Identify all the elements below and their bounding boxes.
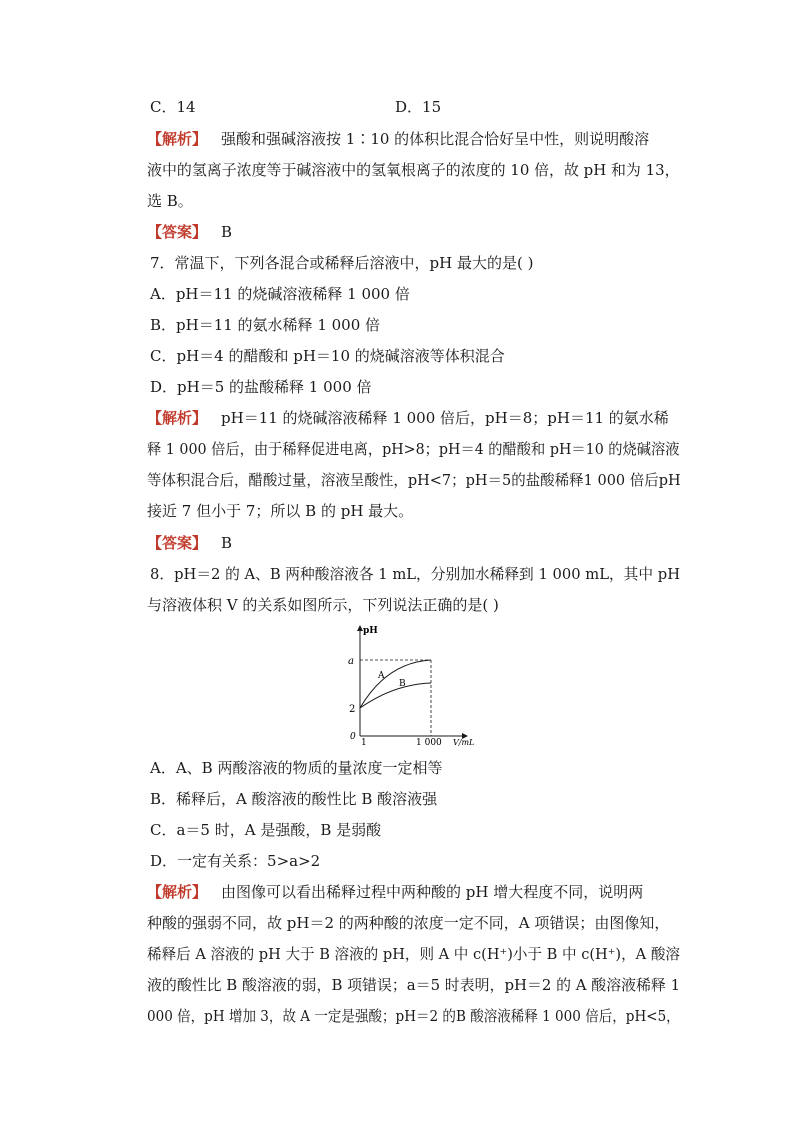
- answer-tag: 【答案】: [147, 534, 208, 552]
- q8-stem-line-2: [147, 595, 499, 615]
- q6-analysis-text-2: 液中的氢离子浓度等于碱溶液中的氢氧根离子的浓度的 10 倍，故 pH 和为 13，: [147, 161, 680, 179]
- q6-option-d: [395, 97, 441, 117]
- analysis-tag: 【解析】: [147, 130, 208, 148]
- ph-volume-chart: [340, 622, 480, 747]
- q7-option-c-text: C．pH＝4 的醋酸和 pH＝10 的烧碱溶液等体积混合: [150, 347, 505, 365]
- q8-analysis-line-2: [147, 913, 669, 933]
- q7-analysis-text-2: 释 1 000 倍后，由于稀释促进电离，pH>8；pH＝4 的醋酸和 pH＝10 的烧碱溶液: [147, 440, 680, 458]
- q8-option-a-text: A．A、B 两酸溶液的物质的量浓度一定相等: [150, 759, 443, 777]
- q8-analysis-line-3: [147, 944, 680, 964]
- q8-analysis-line-5: [147, 1006, 680, 1026]
- q7-answer-line: [147, 533, 232, 553]
- q7-analysis-line-4: [147, 501, 413, 521]
- analysis-tag: 【解析】: [147, 883, 208, 901]
- series-a-label: A: [378, 671, 385, 681]
- series-b-label: B: [399, 679, 406, 689]
- q7-option-d-text: D．pH＝5 的盐酸稀释 1 000 倍: [150, 378, 372, 396]
- q8-analysis-text-3: 稀释后 A 溶液的 pH 大于 B 溶液的 pH，则 A 中 c(H⁺)小于 B 中 c(H⁺)，A 酸溶: [147, 945, 680, 963]
- q6-analysis-text-1: 强酸和强碱溶液按 1∶10 的体积比混合恰好呈中性，则说明酸溶: [221, 130, 650, 148]
- q7-option-b: [150, 315, 380, 335]
- q8-option-a: [150, 758, 442, 778]
- q7-analysis-text-4: 接近 7 但小于 7；所以 B 的 pH 最大。: [147, 502, 414, 520]
- q7-analysis-line-2: [147, 439, 680, 459]
- q6-option-c: [150, 97, 196, 117]
- y-axis-label: pH: [363, 626, 378, 636]
- q8-analysis-text-4: 液的酸性比 B 酸溶液的弱，B 项错误；a＝5 时表明，pH＝2 的 A 酸溶液稀释 1: [147, 976, 681, 994]
- q6-option-d-text: D．15: [395, 98, 442, 116]
- q7-option-a: [150, 284, 410, 304]
- q8-analysis-text-2: 种酸的强弱不同，故 pH＝2 的两种酸的浓度一定不同，A 项错误；由图像知，: [147, 914, 670, 932]
- q8-option-b: [150, 789, 437, 809]
- x-tick-label-1: 1: [361, 738, 367, 747]
- q7-stem: [150, 253, 533, 273]
- q7-option-c: [150, 346, 505, 366]
- q6-option-c-text: C．14: [150, 98, 196, 116]
- series-b-curve: [360, 683, 431, 708]
- q8-stem-text-2: 与溶液体积 V 的关系如图所示，下列说法正确的是( ): [147, 596, 499, 614]
- x-tick-label-1000: 1 000: [416, 738, 442, 747]
- q8-option-c-text: C．a＝5 时，A 是强酸，B 是弱酸: [150, 821, 382, 839]
- q8-stem-text-1: 8．pH＝2 的 A、B 两种酸溶液各 1 mL，分别加水稀释到 1 000 mL，其中 pH: [150, 565, 681, 583]
- q6-analysis-line-2: [147, 160, 680, 180]
- q6-answer-line: [147, 222, 232, 242]
- q6-analysis-line-3: [147, 191, 193, 211]
- q7-analysis-text-1: pH＝11 的烧碱溶液稀释 1 000 倍后，pH＝8；pH＝11 的氨水稀: [221, 409, 669, 427]
- q7-analysis-line-3: [147, 470, 681, 490]
- y-tick-label-a: a: [348, 656, 354, 667]
- q7-option-d: [150, 377, 372, 397]
- y-tick-label-2: 2: [349, 704, 356, 715]
- origin-label: 0: [350, 732, 356, 742]
- x-axis-label: V/mL: [453, 738, 475, 747]
- q6-analysis-line-1: [147, 129, 649, 149]
- q7-option-a-text: A．pH＝11 的烧碱溶液稀释 1 000 倍: [150, 285, 410, 303]
- q8-analysis-text-1: 由图像可以看出稀释过程中两种酸的 pH 增大程度不同，说明两: [221, 883, 644, 901]
- q8-stem-line-1: [150, 564, 680, 584]
- answer-tag: 【答案】: [147, 223, 208, 241]
- q7-answer-value: B: [221, 534, 233, 552]
- q6-analysis-text-3: 选 B。: [147, 192, 193, 210]
- q8-analysis-line-4: [147, 975, 680, 995]
- q7-stem-text: 7．常温下，下列各混合或稀释后溶液中，pH 最大的是( ): [150, 254, 534, 272]
- q6-answer-value: B: [221, 223, 233, 241]
- q7-option-b-text: B．pH＝11 的氨水稀释 1 000 倍: [150, 316, 381, 334]
- q8-option-c: [150, 820, 381, 840]
- q7-analysis-text-3: 等体积混合后，醋酸过量，溶液呈酸性，pH<7；pH＝5的盐酸稀释1 000 倍后pH: [147, 471, 681, 489]
- q8-option-d: [150, 851, 320, 871]
- q8-analysis-text-5: 000 倍，pH 增加 3，故 A 一定是强酸；pH＝2 的B 酸溶液稀释 1 000 倍后，pH<5，: [147, 1007, 680, 1025]
- q8-option-b-text: B．稀释后，A 酸溶液的酸性比 B 酸溶液强: [150, 790, 438, 808]
- q7-analysis-line-1: [147, 408, 669, 428]
- q8-option-d-text: D．一定有关系：5>a>2: [150, 852, 321, 870]
- q8-analysis-line-1: [147, 882, 643, 902]
- analysis-tag: 【解析】: [147, 409, 208, 427]
